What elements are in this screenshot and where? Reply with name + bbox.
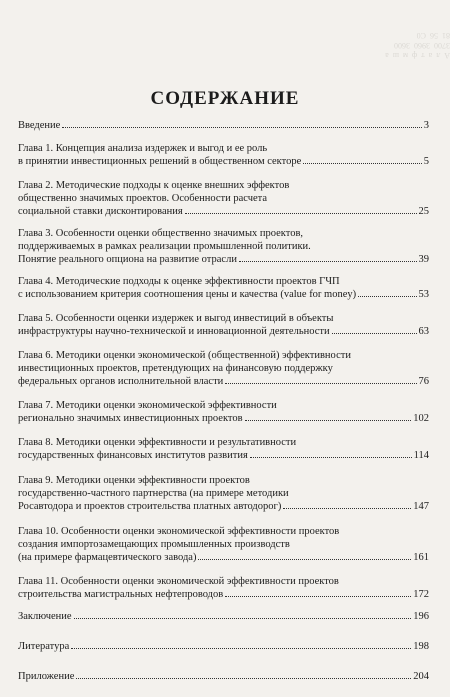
toc-entry-line xyxy=(18,312,429,325)
toc-entry[interactable] xyxy=(18,610,429,623)
toc-entry-text: Глава 8. Методики оценки эффективности и результативности xyxy=(18,437,297,448)
toc-page-number: 114 xyxy=(413,450,429,461)
toc-page-number: 196 xyxy=(413,611,429,622)
toc-entry-line xyxy=(18,575,429,588)
toc-entry-text: регионально значимых инвестиционных проектов xyxy=(18,413,243,424)
dot-leader xyxy=(71,648,411,649)
toc-entry-text: Глава 4. Методические подходы к оценке эффективности проектов ГЧП xyxy=(18,276,340,287)
toc-entry-line xyxy=(18,538,429,551)
toc-entry[interactable] xyxy=(18,349,429,388)
toc-entry-text: Понятие реального опциона на развитие отрасли xyxy=(18,254,237,265)
toc-entry-text: поддерживаемых в рамках реализации промышленной политики. xyxy=(18,241,311,252)
toc-entry-text: Глава 1. Концепция анализа издержек и выгод и ее роль xyxy=(18,143,268,154)
toc-entry-line xyxy=(18,500,429,513)
toc-entry-text: социальной ставки дисконтирования xyxy=(18,206,183,217)
toc-entry-line xyxy=(18,474,429,487)
toc-entry-text: строительства магистральных нефтепроводов xyxy=(18,589,224,600)
toc-entry-text: федеральных органов исполнительной власти xyxy=(18,376,224,387)
toc-entry-line xyxy=(18,610,429,623)
toc-entry-text: государственных финансовых институтов развития xyxy=(18,450,248,461)
toc-page-number: 198 xyxy=(413,641,429,652)
toc-entry[interactable] xyxy=(18,142,429,168)
toc-page-number: 102 xyxy=(413,413,429,424)
toc-entry[interactable] xyxy=(18,227,429,266)
dot-leader xyxy=(185,213,417,214)
toc-page-number: 147 xyxy=(413,501,429,512)
toc-entry-text: Глава 5. Особенности оценки издержек и выгод инвестиций в объекты xyxy=(18,313,334,324)
page-title: СОДЕРЖАНИЕ xyxy=(150,88,300,109)
toc-entry[interactable] xyxy=(18,399,429,425)
toc-page-number: 5 xyxy=(423,156,429,167)
toc-page-number: 161 xyxy=(413,552,429,563)
toc-entry-text: с использованием критерия соотношения цены и качества (value for money) xyxy=(18,289,357,300)
toc-entry[interactable] xyxy=(18,119,429,132)
dot-leader xyxy=(245,420,412,421)
dot-leader xyxy=(358,296,416,297)
toc-entry-text: в принятии инвестиционных решений в общественном секторе xyxy=(18,156,302,167)
toc-entry-line xyxy=(18,449,429,462)
toc-page-number: 53 xyxy=(418,289,429,300)
toc-entry-line xyxy=(18,412,429,425)
dot-leader xyxy=(225,596,411,597)
toc-entry-line xyxy=(18,119,429,132)
toc-entry-line xyxy=(18,362,429,375)
toc-entry-line xyxy=(18,253,429,266)
toc-entry-text: Заключение xyxy=(18,611,72,622)
toc-page-number: 76 xyxy=(418,376,429,387)
dot-leader xyxy=(62,127,421,128)
toc-entry-text: Литература xyxy=(18,641,70,652)
toc-entry-line xyxy=(18,275,429,288)
dot-leader xyxy=(74,618,412,619)
toc-entry-line xyxy=(18,142,429,155)
toc-entry[interactable] xyxy=(18,670,429,683)
toc-entry-line xyxy=(18,487,429,500)
toc-entry-line xyxy=(18,205,429,218)
toc-entry-text: инвестиционных проектов, претендующих на финансовую поддержку xyxy=(18,363,333,374)
toc-entry-text: Глава 10. Особенности оценки экономической эффективности проектов xyxy=(18,526,340,537)
toc-entry-line xyxy=(18,551,429,564)
toc-entry-text: государственно-частного партнерства (на примере методики xyxy=(18,488,289,499)
bleed-through-text: А л а т ф м ш а 3700 3960 3600 81 56 С0 xyxy=(385,31,450,60)
toc-entry-line xyxy=(18,670,429,683)
toc-entry-line xyxy=(18,640,429,653)
toc-entry-text: создания импортозамещающих промышленных производств xyxy=(18,539,290,550)
toc-entry[interactable] xyxy=(18,179,429,218)
toc-entry-line xyxy=(18,588,429,601)
dot-leader xyxy=(198,559,411,560)
toc-entry-line xyxy=(18,192,429,205)
toc-entry-line xyxy=(18,288,429,301)
toc-entry-text: Глава 2. Методические подходы к оценке внешних эффектов xyxy=(18,180,290,191)
toc-entry[interactable] xyxy=(18,436,429,462)
toc-entry[interactable] xyxy=(18,640,429,653)
toc-entry-text: Глава 9. Методики оценки эффективности проектов xyxy=(18,475,250,486)
toc-entry-text: Глава 3. Особенности оценки общественно значимых проектов, xyxy=(18,228,304,239)
toc-entry-line xyxy=(18,240,429,253)
toc-entry[interactable] xyxy=(18,312,429,338)
dot-leader xyxy=(239,261,417,262)
dot-leader xyxy=(303,163,421,164)
dot-leader xyxy=(225,383,416,384)
toc-entry-text: Приложение xyxy=(18,671,75,682)
toc-page-number: 63 xyxy=(418,326,429,337)
toc-entry-line xyxy=(18,375,429,388)
toc-entry-text: общественно значимых проектов. Особенности расчета xyxy=(18,193,268,204)
toc-entry-text: Глава 7. Методики оценки экономической эффективности xyxy=(18,400,277,411)
toc-page-number: 39 xyxy=(418,254,429,265)
dot-leader xyxy=(332,333,417,334)
dot-leader xyxy=(76,678,411,679)
toc-entry-text: Глава 6. Методики оценки экономической (общественной) эффективности xyxy=(18,350,351,361)
toc-page-number: 204 xyxy=(413,671,429,682)
toc-entry[interactable] xyxy=(18,525,429,564)
toc-entry-text: (на примере фармацевтического завода) xyxy=(18,552,197,563)
toc-entry-line xyxy=(18,349,429,362)
toc-entry-line xyxy=(18,436,429,449)
dot-leader xyxy=(250,457,412,458)
toc-entry-line xyxy=(18,179,429,192)
toc-page-number: 25 xyxy=(418,206,429,217)
toc-entry-line xyxy=(18,399,429,412)
toc-entry-line xyxy=(18,325,429,338)
toc-entry-text: Росавтодора и проектов строительства платных автодорог) xyxy=(18,501,282,512)
toc-page-number: 3 xyxy=(423,120,429,131)
toc-entry[interactable] xyxy=(18,474,429,513)
toc-entry-line xyxy=(18,525,429,538)
toc-entry-text: Введение xyxy=(18,120,61,131)
toc-entry-text: Глава 11. Особенности оценки экономической эффективности проектов xyxy=(18,576,339,587)
toc-entry[interactable] xyxy=(18,575,429,601)
toc-entry-line xyxy=(18,155,429,168)
dot-leader xyxy=(283,508,411,509)
toc-entry-line xyxy=(18,227,429,240)
toc-entry-text: инфраструктуры научно-технической и инновационной деятельности xyxy=(18,326,330,337)
toc-page-number: 172 xyxy=(413,589,429,600)
toc-entry[interactable] xyxy=(18,275,429,301)
